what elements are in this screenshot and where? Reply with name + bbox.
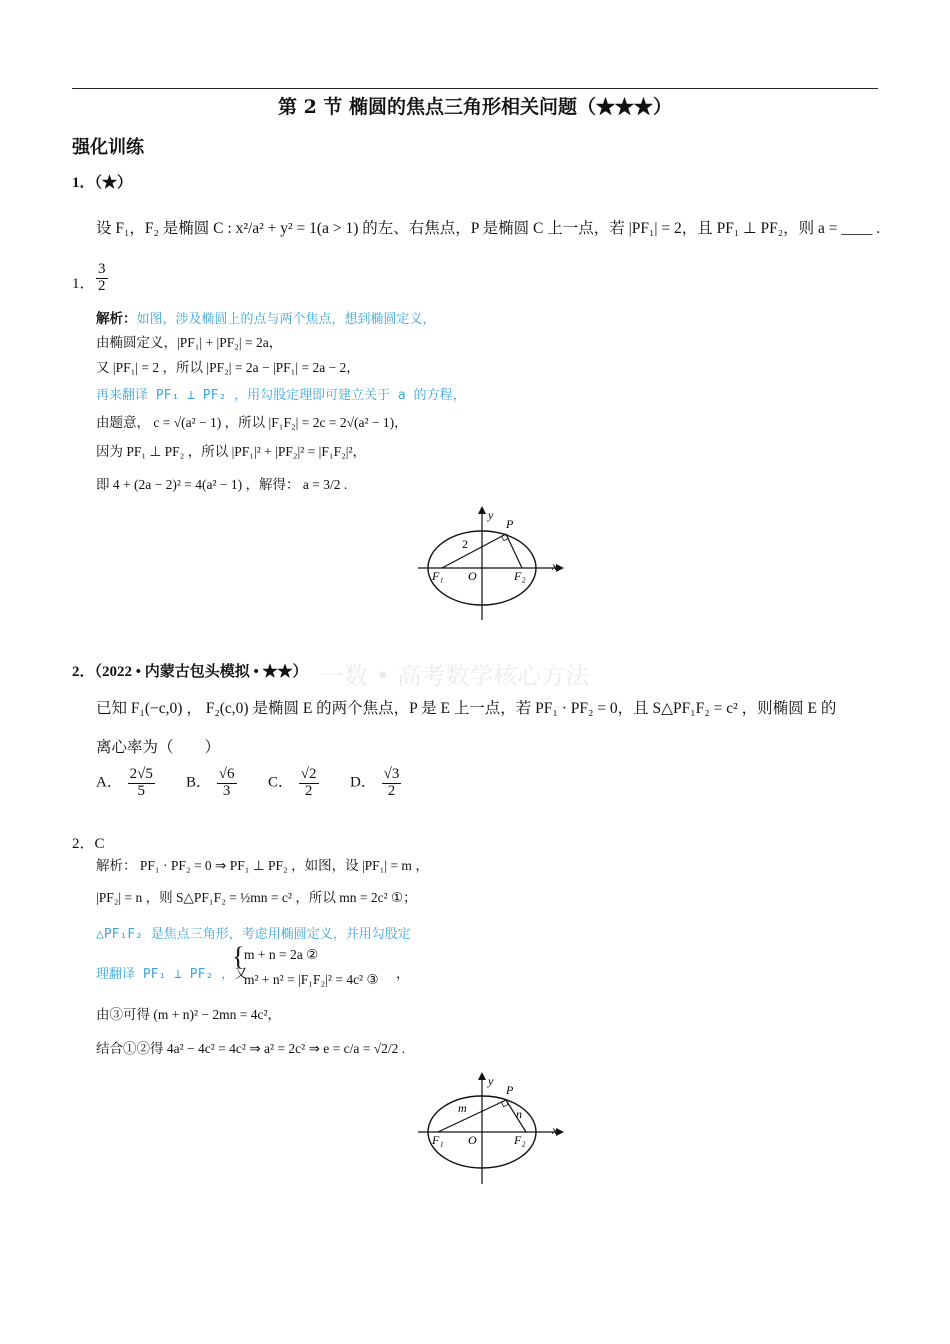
q2-hint1: △PF₁F₂ 是焦点三角形，考虑用椭圆定义，并用勾股定: [96, 927, 411, 942]
label-f2: F₂: [514, 569, 526, 583]
label-f1: F₁: [432, 1133, 444, 1147]
q2-option-c-label: C．: [268, 774, 294, 791]
q2-sol-line6: 结合①②得 4a² − 4c² = 4c² ⇒ a² = 2c² ⇒ e = c/a = √2/2 .: [96, 1041, 406, 1056]
q2-option-b-num: √6: [218, 766, 235, 782]
q2-option-b-den: 3: [222, 782, 231, 799]
label-m: m: [458, 1101, 467, 1115]
q2-answer: 2．C: [72, 836, 105, 852]
q1-sol-line6: 因为 PF₁ ⊥ PF₂ ，所以 |PF₁|² + |PF₂|² = |F₁F₂|²，: [96, 444, 367, 459]
q2-option-a[interactable]: [96, 767, 157, 800]
q2-option-a-label: A．: [96, 774, 122, 791]
q2-ellipse-figure: [410, 1072, 570, 1188]
q2-option-c[interactable]: [268, 767, 321, 800]
label-f1: F₁: [432, 569, 444, 583]
q1-answer-num: 3: [98, 261, 106, 277]
label-x: x: [552, 559, 558, 573]
q2-option-a-num: 2√5: [129, 766, 153, 782]
q1-hint1: 如图，涉及椭圆上的点与两个焦点，想到椭圆定义，: [136, 312, 436, 327]
page-title: 第 2 节 椭圆的焦点三角形相关问题（★★★）: [277, 96, 673, 118]
q2-number: 2．（2022 • 内蒙古包头模拟 • ★★）: [72, 664, 308, 680]
watermark: 一数 • 高考数学核心方法: [320, 662, 590, 690]
q2-option-d[interactable]: [350, 767, 403, 800]
label-o: O: [468, 569, 477, 583]
q2-sol-you: 又: [234, 966, 248, 981]
top-rule: [72, 88, 878, 89]
q1-text: 设 F₁，F₂ 是椭圆 C : x²/a² + y² = 1(a > 1) 的左、右焦点，P 是椭圆 C 上一点，若 |PF₁| = 2，且 PF₁ ⊥ PF₂，则 a = ____ .: [96, 220, 881, 237]
label-n: n: [516, 1107, 522, 1121]
segment-pf1: [438, 1100, 506, 1132]
q2-option-d-label: D．: [350, 774, 376, 791]
q1-sol-label: 解析：: [96, 311, 137, 326]
y-axis-arrow-icon: [478, 506, 486, 514]
q1-hint2: 再来翻译 PF₁ ⊥ PF₂ ，用勾股定理即可建立关于 a 的方程，: [96, 388, 466, 403]
q2-option-c-num: √2: [300, 766, 317, 782]
q1-answer-den: 2: [98, 277, 106, 294]
segment-pf1: [442, 534, 506, 568]
q2-sol-line2: |PF₂| = n ，则 S△PF₁F₂ = ½mn = c² ，所以 mn = 2c² ①；: [96, 890, 417, 905]
y-axis-arrow-icon: [478, 1072, 486, 1080]
label-x: x: [552, 1123, 558, 1137]
q1-answer-label: 1．: [72, 276, 95, 292]
label-o: O: [468, 1133, 477, 1147]
q2-option-a-den: 5: [137, 782, 145, 799]
q2-system-eq1: m + n = 2a ②: [244, 947, 319, 962]
q2-text-line1: 已知 F₁(−c,0) ， F₂(c,0) 是椭圆 E 的两个焦点，P 是 E 上一点，若 PF₁ · PF₂ = 0，且 S△PF₁F₂ = c² ，则椭圆 E 的: [96, 700, 837, 717]
q1-ellipse-figure: [410, 506, 570, 624]
section-heading: 强化训练: [72, 137, 144, 158]
label-p: P: [506, 517, 514, 531]
q2-option-b-label: B．: [186, 774, 212, 791]
q2-option-d-num: √3: [383, 766, 400, 782]
q1-sol-line5: 由题意， c = √(a² − 1) ，所以 |F₁F₂| = 2c = 2√(a² − 1)，: [96, 415, 408, 430]
q1-number: 1．（★）: [72, 175, 133, 191]
q2-option-b[interactable]: [186, 767, 239, 800]
q2-option-d-den: 2: [387, 782, 396, 799]
q2-system-brace: {: [232, 942, 245, 971]
q1-sol-line7: 即 4 + (2a − 2)² = 4(a² − 1) ，解得： a = 3/2 .: [96, 477, 348, 492]
label-p: P: [506, 1083, 514, 1097]
q2-text-line2: 离心率为（ ）: [96, 739, 221, 756]
q2-system-end: ，: [396, 966, 410, 981]
q2-sol-line1: 解析： PF₁ · PF₂ = 0 ⇒ PF₁ ⊥ PF₂ ，如图，设 |PF₁| = m ，: [96, 858, 429, 873]
label-f2: F₂: [514, 1133, 526, 1147]
label-y: y: [488, 1074, 494, 1088]
q1-sol-line3: 又 |PF₁| = 2 ，所以 |PF₂| = 2a − |PF₁| = 2a − 2，: [96, 360, 360, 375]
label-y: y: [488, 508, 494, 522]
q1-sol-line2: 由椭圆定义，|PF₁| + |PF₂| = 2a，: [96, 335, 283, 350]
segment-pf2: [506, 534, 522, 568]
q1-sol-line1: [96, 307, 436, 327]
q2-sol-line5: 由③可得 (m + n)² − 2mn = 4c²，: [96, 1007, 282, 1022]
q2-sol-line4: [96, 962, 248, 982]
q2-system-eq2: m² + n² = |F₁F₂|² = 4c² ③: [244, 972, 379, 987]
q2-hint2: 理翻译 PF₁ ⊥ PF₂ ，: [96, 967, 235, 982]
label-segment-length: 2: [462, 537, 468, 551]
q2-option-c-den: 2: [304, 782, 313, 799]
q1-answer: [94, 262, 110, 295]
